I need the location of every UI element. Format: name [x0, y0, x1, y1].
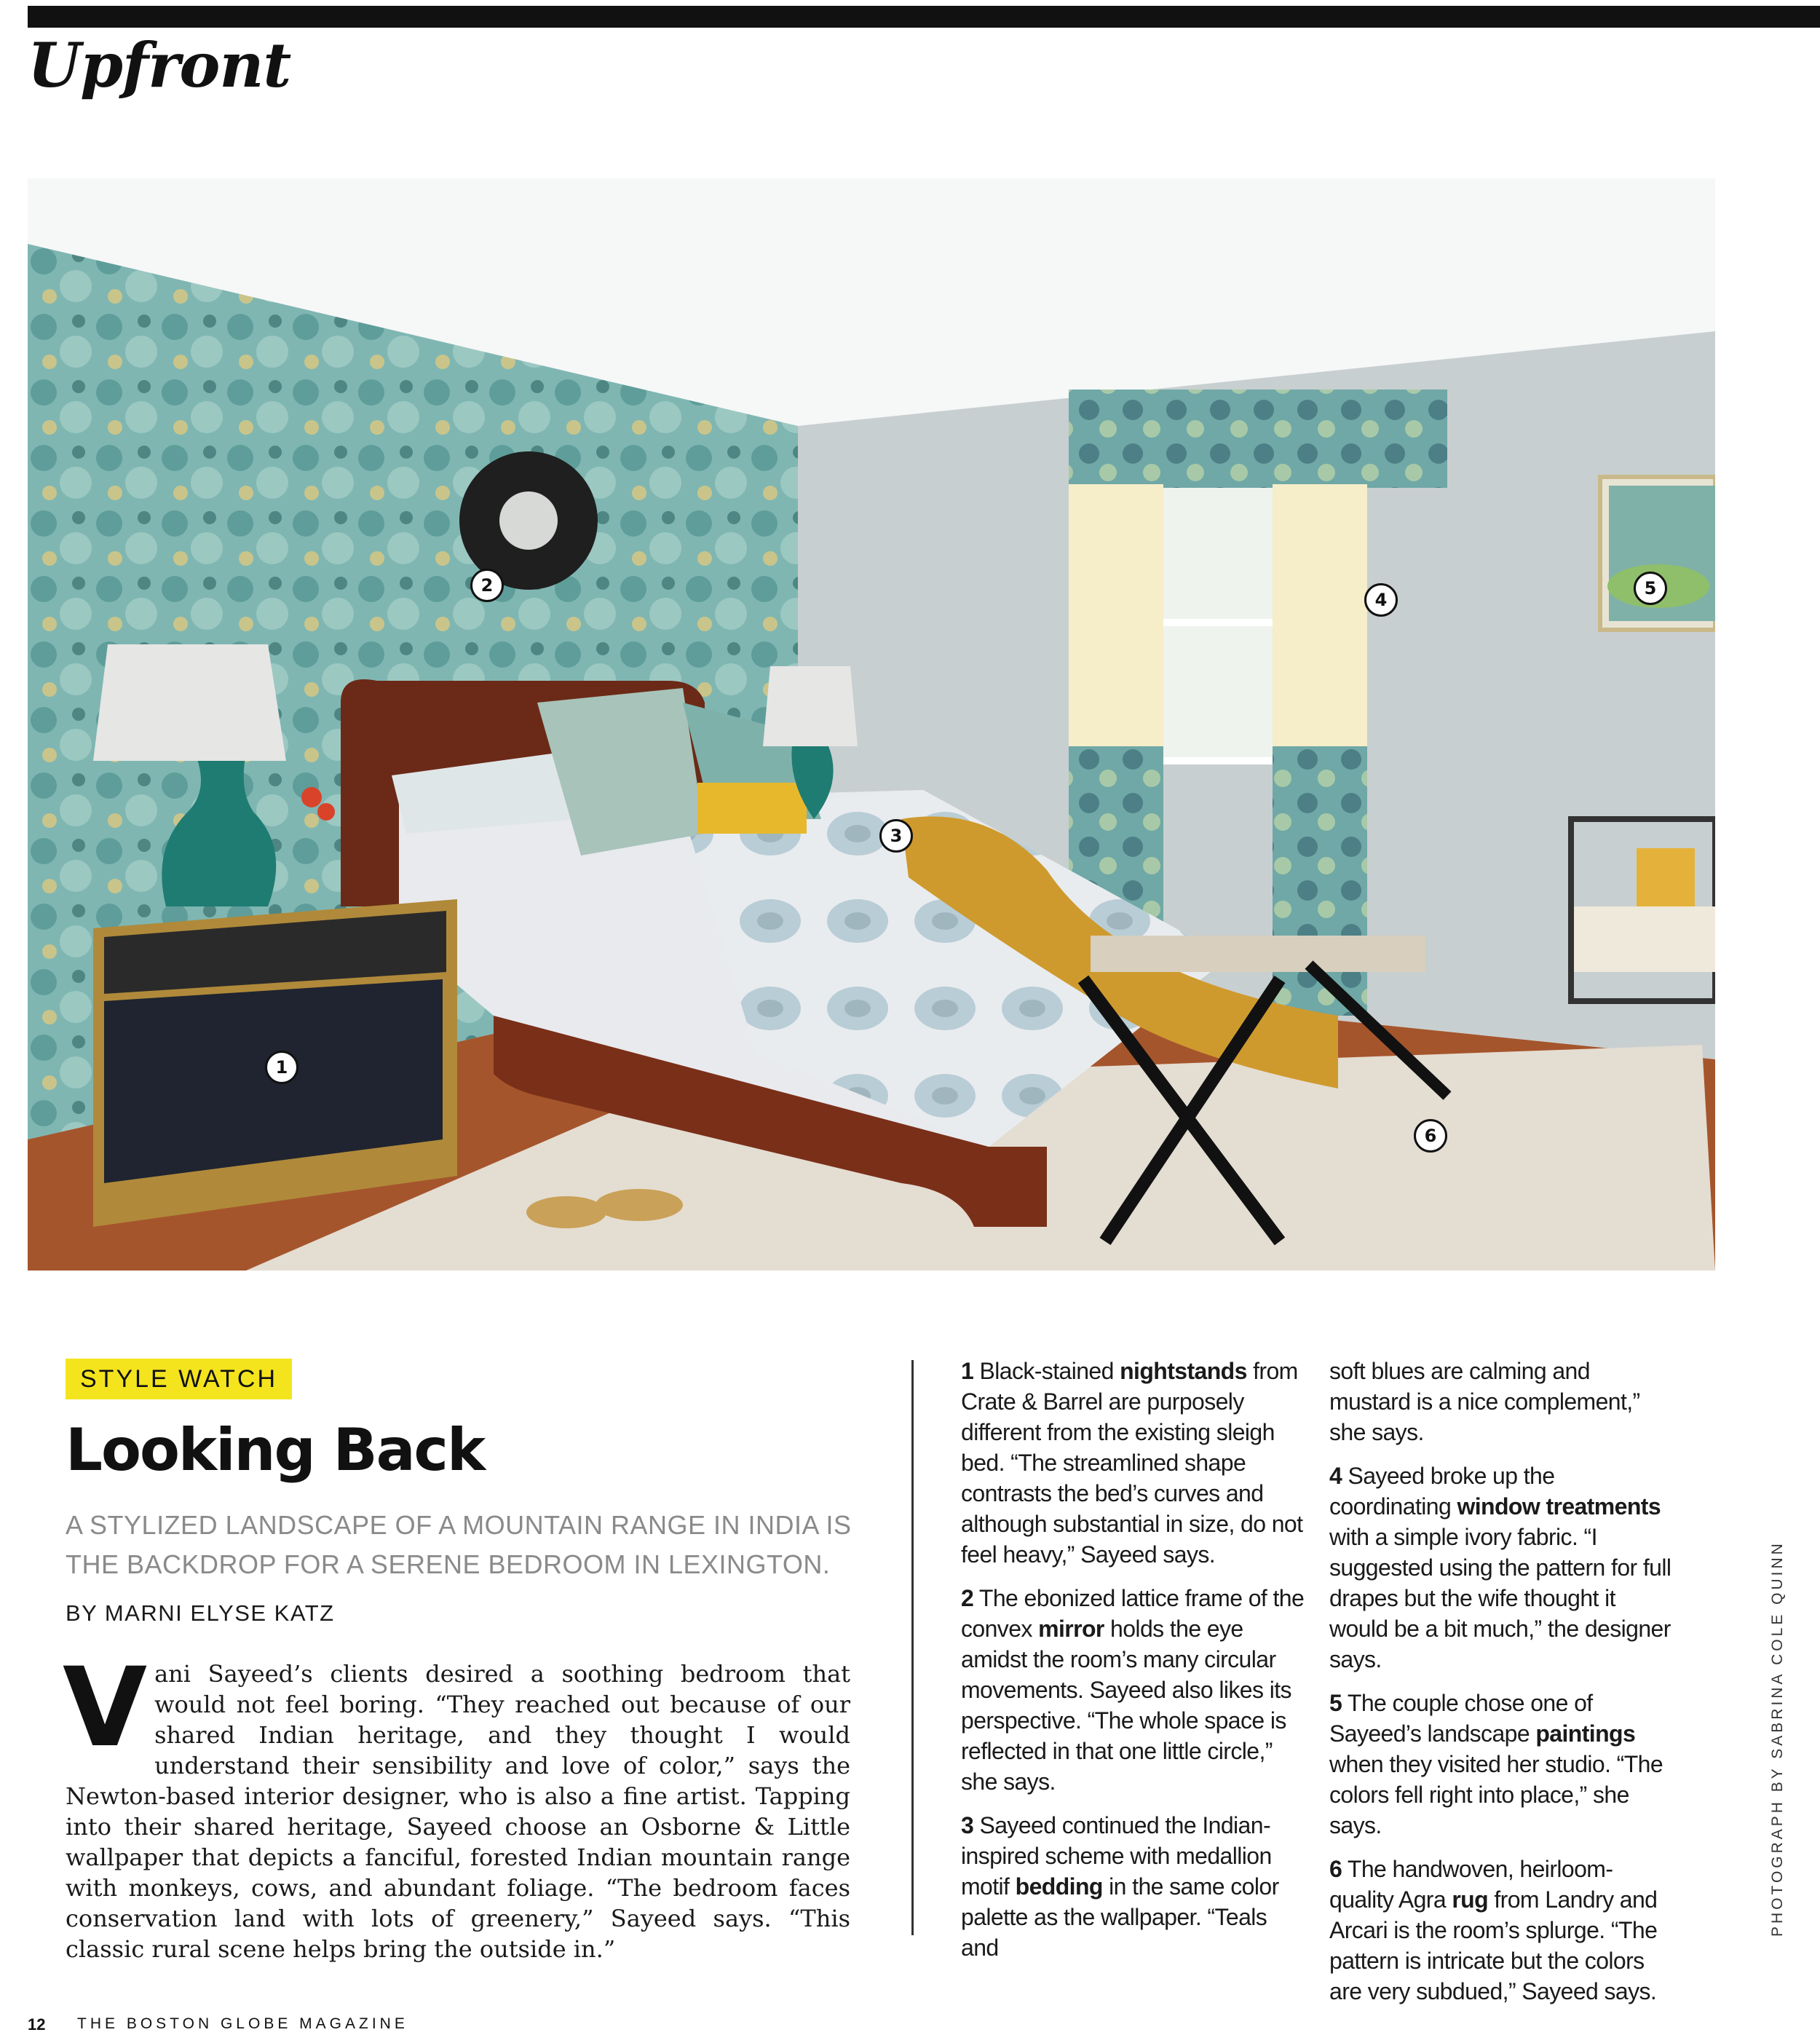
item-number: 2	[961, 1585, 974, 1611]
item-keyword: mirror	[1038, 1616, 1104, 1642]
item-text: from Landry and Arcari is the room’s splurge. “The pattern is intricate but the colors are very subdued,” Sayeed says.	[1329, 1886, 1658, 2004]
item-number: 4	[1329, 1463, 1342, 1489]
article-deck: A STYLIZED LANDSCAPE OF A MOUNTAIN RANGE IN INDIA IS THE BACKDROP FOR A SERENE BEDROOM IN LEXINGTON.	[66, 1510, 852, 1579]
callout-marker-1: 1	[265, 1051, 298, 1084]
item-number: 1	[961, 1358, 974, 1384]
publication-name: THE BOSTON GLOBE MAGAZINE	[77, 2015, 408, 2032]
item-keyword: nightstands	[1120, 1358, 1247, 1384]
callout-marker-5: 5	[1634, 572, 1667, 605]
item-keyword: rug	[1452, 1886, 1489, 1913]
item-4	[1329, 1461, 1676, 1675]
callout-marker-2: 2	[470, 569, 504, 602]
item-text: with a simple ivory fabric. “I suggested using the pattern for full drapes but the wife thought it would be a bit much,” the designer says.	[1329, 1524, 1671, 1672]
item-text: The couple chose one of Sayeed’s landscape	[1329, 1690, 1593, 1747]
article-body-text: ani Sayeed’s clients desired a soothing bedroom that would not feel boring. “They reached out because of our shared Indian heritage, and they thought I would understand their sensibility and love of color,” says the Newton-based interior designer, who is also a fine artist. Tapping into their shared heritage, Sayeed choose an Osborne & Little wallpaper that depicts a fanciful, forested Indian mountain range with monkeys, cows, and abundant foliage. “The bedroom faces conservation land with lots of greenery,” Sayeed says. “This classic rural scene helps bring the outside in.”	[66, 1660, 850, 1963]
item-text: holds the eye amidst the room’s many circular movements. Sayeed also likes its perspective. “The whole space is reflected in that one little circle,” she says.	[961, 1616, 1291, 1795]
item-text: Sayeed continued the Indian-inspired scheme with medallion motif	[961, 1812, 1272, 1900]
section-title: Upfront	[28, 29, 291, 101]
item-text: in the same color palette as the wallpaper. “Teals and	[961, 1873, 1279, 1961]
item-text: The ebonized lattice frame of the convex	[961, 1585, 1305, 1642]
item-5	[1329, 1688, 1676, 1841]
article-headline: Looking Back	[66, 1416, 485, 1484]
drop-cap: V	[63, 1645, 148, 1771]
item-6	[1329, 1854, 1676, 2007]
item-keyword: bedding	[1015, 1873, 1103, 1900]
item-number: 6	[1329, 1856, 1342, 1882]
item-2	[961, 1583, 1307, 1797]
callout-marker-6: 6	[1414, 1119, 1447, 1153]
item-text: soft blues are calming and mustard is a nice complement,” she says.	[1329, 1358, 1640, 1445]
style-watch-tag: STYLE WATCH	[66, 1359, 292, 1399]
bedroom-illustration	[28, 178, 1715, 1271]
photo-credit: PHOTOGRAPH BY SABRINA COLE QUINN	[1769, 1541, 1786, 1937]
column-divider	[911, 1360, 914, 1935]
item-1	[961, 1356, 1307, 1570]
item-text: from Crate & Barrel are purposely different from the existing sleigh bed. “The streamlined shape contrasts the bed’s curves and although substantial in size, do not feel heavy,” Sayeed says.	[961, 1358, 1303, 1568]
page-number: 12	[28, 2015, 46, 2034]
item-keyword: paintings	[1535, 1720, 1636, 1747]
item-keyword: window treatments	[1457, 1493, 1661, 1520]
item-number: 5	[1329, 1690, 1342, 1716]
callout-marker-3: 3	[879, 819, 913, 853]
items-column-left	[961, 1356, 1307, 1976]
item-text: Black-stained	[973, 1358, 1120, 1384]
item-text: The handwoven, heirloom-quality Agra	[1329, 1856, 1613, 1913]
article-body	[63, 1645, 850, 1964]
byline: BY MARNI ELYSE KATZ	[66, 1600, 335, 1626]
items-column-right	[1329, 1356, 1676, 2020]
item-3	[961, 1810, 1307, 1963]
item-text: when they visited her studio. “The colors fell right into place,” she says.	[1329, 1751, 1663, 1838]
item-3-continued	[1329, 1356, 1676, 1447]
bedroom-photo	[28, 178, 1715, 1271]
callout-marker-4: 4	[1364, 583, 1398, 617]
item-text: Sayeed broke up the coordinating	[1329, 1463, 1555, 1520]
item-number: 3	[961, 1812, 974, 1838]
top-rule	[28, 6, 1820, 28]
